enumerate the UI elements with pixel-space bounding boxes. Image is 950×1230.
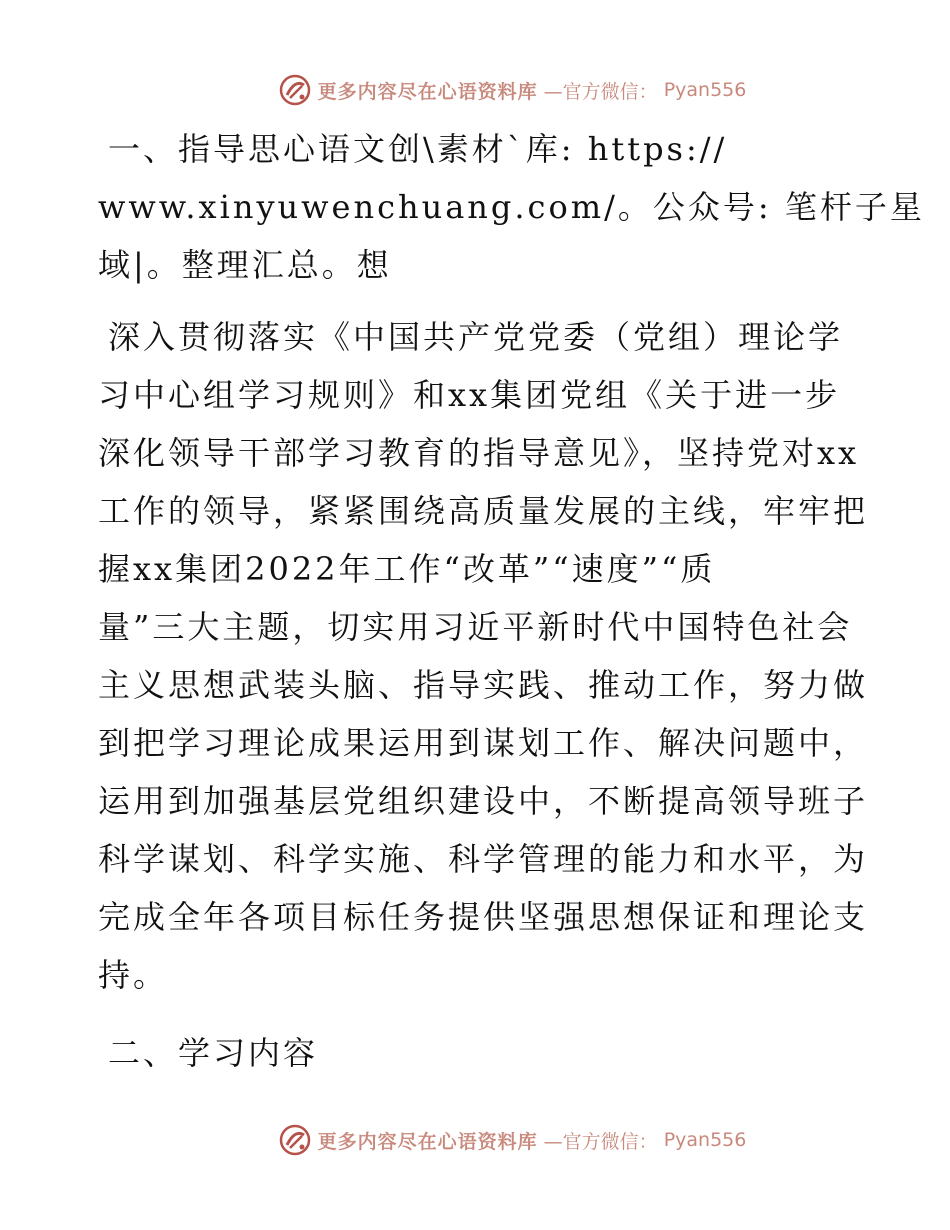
paragraph-1 bbox=[98, 308, 878, 1004]
watermark-account: Pyan556 bbox=[663, 79, 747, 101]
paragraph-line: 持。 bbox=[98, 956, 169, 994]
watermark-separator: —官方微信： bbox=[543, 1130, 658, 1153]
xinyu-logo-icon bbox=[278, 73, 312, 107]
paragraph-line: 习中心组学习规则》和xx集团党组《关于进一步 bbox=[98, 376, 841, 414]
paragraph-line: 完成全年各项目标任务提供坚强思想保证和理论支 bbox=[98, 898, 869, 936]
watermark-main-text: 更多内容尽在心语资料库 bbox=[317, 80, 538, 103]
watermark-main-text: 更多内容尽在心语资料库 bbox=[317, 1130, 538, 1153]
paragraph-line: 工作的领导，紧紧围绕高质量发展的主线，牢牢把 bbox=[98, 492, 869, 530]
xinyu-logo-icon bbox=[278, 1123, 312, 1157]
heading-2-text: 二、学习内容 bbox=[108, 1034, 319, 1072]
paragraph-line: 深化领导干部学习教育的指导意见》，坚持党对xx bbox=[98, 434, 860, 472]
paragraph-line: 量”三大主题，切实用习近平新时代中国特色社会 bbox=[98, 608, 853, 646]
paragraph-line: 运用到加强基层党组织建设中，不断提高领导班子 bbox=[98, 782, 869, 820]
paragraph-line: 握xx集团2022年工作“改革”“速度”“质 bbox=[98, 550, 716, 588]
heading-2 bbox=[98, 1024, 878, 1082]
watermark-banner-top bbox=[0, 70, 950, 110]
heading-1-line: 一、指导思心语文创\素材`库: https:// bbox=[108, 130, 728, 168]
heading-1-line: 域|。整理汇总。想 bbox=[98, 246, 392, 284]
paragraph-line: 科学谋划、科学实施、科学管理的能力和水平，为 bbox=[98, 840, 869, 878]
heading-1 bbox=[98, 120, 925, 294]
paragraph-line: 主义思想武装头脑、指导实践、推动工作，努力做 bbox=[98, 666, 869, 704]
paragraph-line: 到把学习理论成果运用到谋划工作、解决问题中， bbox=[98, 724, 869, 762]
watermark-account: Pyan556 bbox=[663, 1129, 747, 1151]
paragraph-line: 深入贯彻落实《中国共产党党委（党组）理论学 bbox=[108, 318, 844, 356]
watermark-banner-bottom bbox=[0, 1120, 950, 1160]
watermark-separator: —官方微信： bbox=[543, 80, 658, 103]
heading-1-line: www.xinyuwenchuang.com/。公众号: 笔杆子星 bbox=[98, 188, 925, 226]
